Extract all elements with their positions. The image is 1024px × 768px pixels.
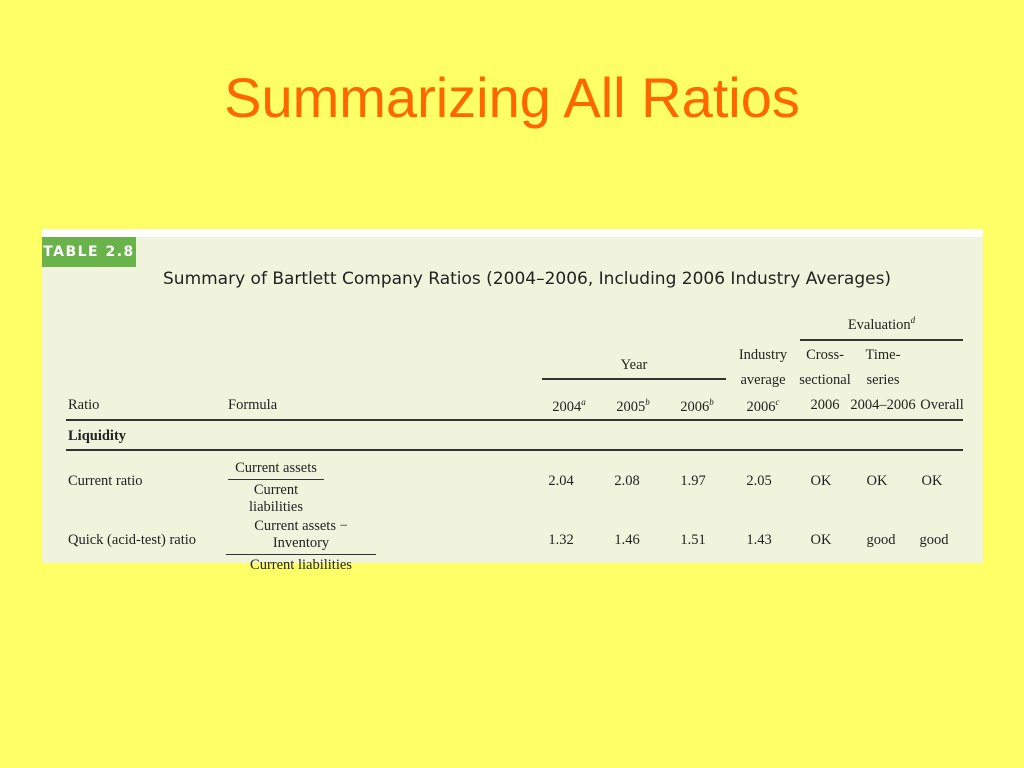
year-2004-header: 2004$^a$ (552, 397, 586, 415)
ratio-column-header: Ratio (68, 397, 100, 413)
current-ratio-formula: Current assets Current liabilities (228, 460, 324, 516)
quick-ratio-cross: OK (810, 532, 832, 548)
current-ratio-2006: 1.97 (680, 473, 706, 489)
current-ratio-2005: 2.08 (614, 473, 640, 489)
industry-header-l1: Industry (738, 347, 788, 363)
time-header-l2: series (866, 372, 900, 388)
industry-2006-header: 2006$^c$ (746, 397, 780, 415)
quick-ratio-time: good (866, 532, 896, 548)
ratio-summary-table (42, 229, 983, 573)
quick-ratio-2006: 1.51 (680, 532, 706, 548)
year-2005-header: 2005$^b$ (616, 397, 650, 415)
current-ratio-time: OK (866, 473, 888, 489)
table-row-quick-ratio-label: Quick (acid-test) ratio (68, 532, 197, 548)
slide-title: Summarizing All Ratios (224, 66, 800, 129)
year-rule (542, 378, 726, 380)
current-ratio-overall: OK (921, 473, 943, 489)
table-caption: Summary of Bartlett Company Ratios (2004–2006, Including 2006 Industry Averages) (163, 269, 892, 289)
year-header: Year (620, 357, 648, 373)
cross-header-l2: sectional (799, 372, 851, 388)
cross-header-l1: Cross- (806, 347, 844, 363)
evaluation-header: Evaluation$^d$ (847, 315, 916, 333)
current-ratio-cross: OK (810, 473, 832, 489)
quick-ratio-industry: 1.43 (746, 532, 772, 548)
evaluation-rule (800, 339, 963, 341)
section-rule (66, 449, 963, 451)
quick-ratio-formula: Current assets − Inventory Current liabilities (226, 518, 376, 574)
year-2006-header: 2006$^b$ (680, 397, 714, 415)
table-tag: TABLE 2.8 (42, 237, 136, 267)
section-liquidity: Liquidity (68, 428, 127, 444)
quick-ratio-2004: 1.32 (548, 532, 574, 548)
quick-ratio-2005: 1.46 (614, 532, 640, 548)
formula-column-header: Formula (228, 397, 278, 413)
current-ratio-industry: 2.05 (746, 473, 772, 489)
industry-header-l2: average (740, 372, 786, 388)
time-range-header: 2004–2006 (850, 397, 916, 413)
overall-header: Overall (920, 397, 964, 413)
current-ratio-2004: 2.04 (548, 473, 574, 489)
cross-2006-header: 2006 (810, 397, 840, 413)
table-row-current-ratio-label: Current ratio (68, 473, 143, 489)
time-header-l1: Time- (865, 347, 901, 363)
header-rule (66, 419, 963, 421)
quick-ratio-overall: good (919, 532, 949, 548)
